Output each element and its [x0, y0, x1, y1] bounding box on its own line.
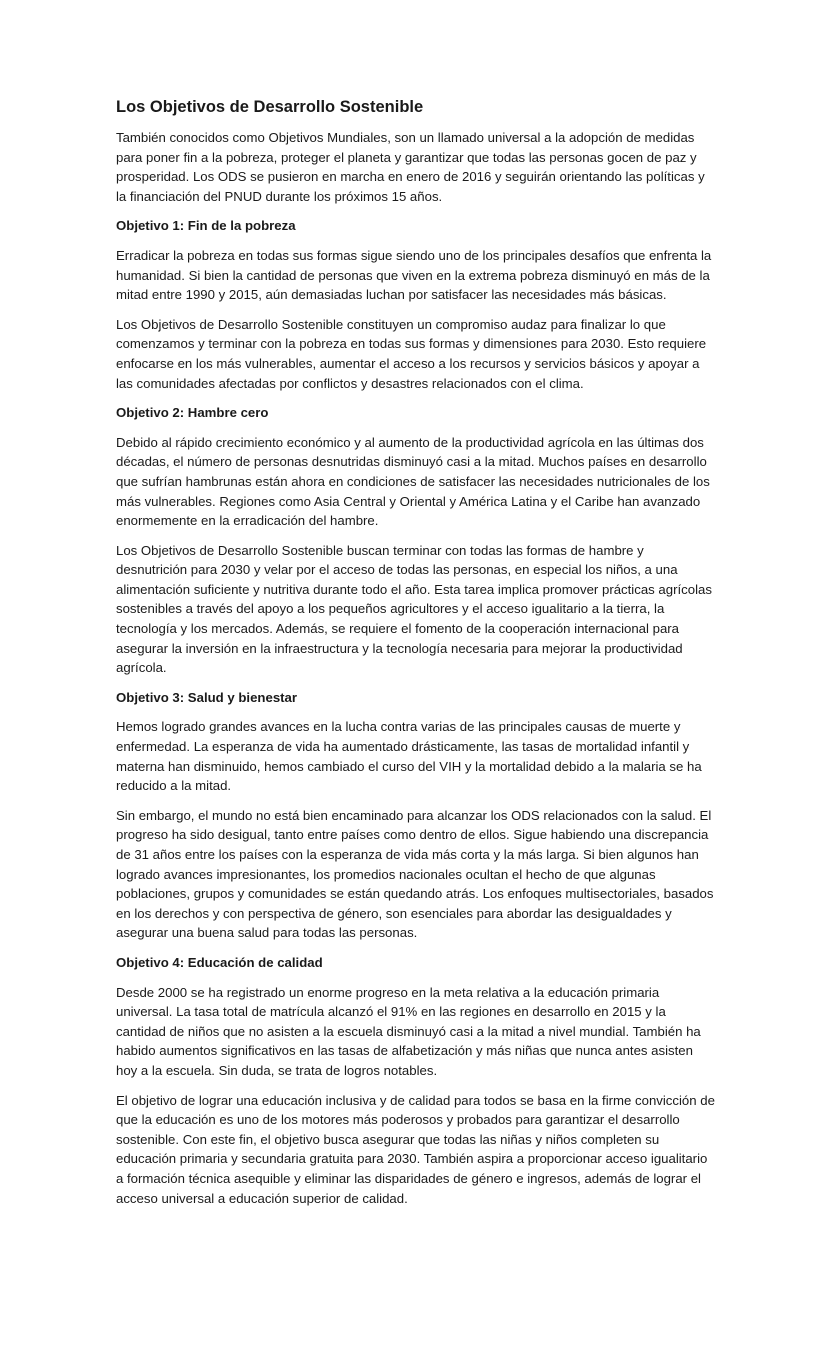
- section-objetivo-2: [116, 403, 716, 678]
- section-objetivo-3: [116, 688, 716, 943]
- section-objetivo-1: [116, 216, 716, 393]
- section-paragraph: Hemos logrado grandes avances en la lucha contra varias de las principales causas de muerte y enfermedad. La esperanza de vida ha aumentado drásticamente, las tasas de mortalidad infantil y materna han disminuido, hemos cambiado el curso del VIH y la mortalidad debido a la malaria se ha reducido a la mitad.: [116, 719, 702, 794]
- intro-paragraph: También conocidos como Objetivos Mundiales, son un llamado universal a la adopción de medidas para poner fin a la pobreza, proteger el planeta y garantizar que todas las personas gocen de paz y prosperidad. Los ODS se pusieron en marcha en enero de 2016 y seguirán orientando las políticas y la financiación del PNUD durante los próximos 15 años.: [116, 130, 705, 204]
- section-paragraph: Desde 2000 se ha registrado un enorme progreso en la meta relativa a la educación primaria universal. La tasa total de matrícula alcanzó el 91% en las regiones en desarrollo en 2015 y la cantidad de niños que no asisten a la escuela disminuyó casi a la mitad a nivel mundial. También ha habido aumentos significativos en las tasas de alfabetización y más niñas que nunca antes asisten hoy a la escuela. Sin duda, se trata de logros notables.: [116, 984, 701, 1078]
- section-paragraph: Sin embargo, el mundo no está bien encaminado para alcanzar los ODS relacionados con la salud. El progreso ha sido desigual, tanto entre países como dentro de ellos. Sigue habiendo una discrepancia de 31 años entre los países con la esperanza de vida más corta y la más larga. Si bien algunos han logrado avances impresionantes, los promedios nacionales ocultan el hecho de que algunas poblaciones, grupos y comunidades se están quedando atrás. Los enfoques multisectoriales, basados en los derechos y con perspectiva de género, son esenciales para abordar las desigualdades y asegurar una buena salud para todas las personas.: [116, 807, 714, 941]
- section-heading: Objetivo 2: Hambre cero: [116, 405, 269, 421]
- section-paragraph: Los Objetivos de Desarrollo Sostenible constituyen un compromiso audaz para finalizar lo que comenzamos y terminar con la pobreza en todas sus formas y dimensiones para 2030. Esto requiere enfocarse en los más vulnerables, aumentar el acceso a los recursos y servicios básicos y apoyar a las comunidades afectadas por conflictos y desastres relacionados con el clima.: [116, 316, 707, 391]
- document-page: [116, 96, 716, 1218]
- document-title: Los Objetivos de Desarrollo Sostenible: [116, 98, 424, 116]
- section-heading: Objetivo 1: Fin de la pobreza: [116, 218, 296, 234]
- section-heading: Objetivo 3: Salud y bienestar: [116, 689, 298, 705]
- section-paragraph: El objetivo de lograr una educación inclusiva y de calidad para todos se basa en la firme convicción de que la educación es uno de los motores más poderosos y probados para garantizar el desarrollo sostenible. Con este fin, el objetivo busca asegurar que todas las niñas y niños completen su educación primaria y secundaria gratuita para 2030. También aspira a proporcionar acceso igualitario a formación técnica asequible y eliminar las disparidades de género e ingresos, además de lograr el acceso universal a educación superior de calidad.: [116, 1092, 715, 1206]
- section-paragraph: Los Objetivos de Desarrollo Sostenible buscan terminar con todas las formas de hambre y desnutrición para 2030 y velar por el acceso de todas las personas, en especial los niños, a una alimentación suficiente y nutritiva durante todo el año. Esta tarea implica promover prácticas agrícolas sostenibles a través del apoyo a los pequeños agricultores y el acceso igualitario a la tierra, la tecnología y los mercados. Además, se requiere el fomento de la cooperación internacional para asegurar la inversión en la infraestructura y la tecnología necesaria para mejorar la productividad agrícola.: [116, 542, 712, 676]
- section-heading: Objetivo 4: Educación de calidad: [116, 954, 323, 970]
- section-objetivo-4: [116, 953, 716, 1208]
- section-paragraph: Debido al rápido crecimiento económico y al aumento de la productividad agrícola en las últimas dos décadas, el número de personas desnutridas disminuyó casi a la mitad. Muchos países en desarrollo que sufrían hambrunas están ahora en condiciones de satisfacer las necesidades nutricionales de los más vulnerables. Regiones como Asia Central y Oriental y América Latina y el Caribe han avanzado enormemente en la erradicación del hambre.: [116, 434, 710, 529]
- section-paragraph: Erradicar la pobreza en todas sus formas sigue siendo uno de los principales desafíos que enfrenta la humanidad. Si bien la cantidad de personas que viven en la extrema pobreza disminuyó en más de la mitad entre 1990 y 2015, aún demasiadas luchan por satisfacer las necesidades más básicas.: [116, 247, 712, 303]
